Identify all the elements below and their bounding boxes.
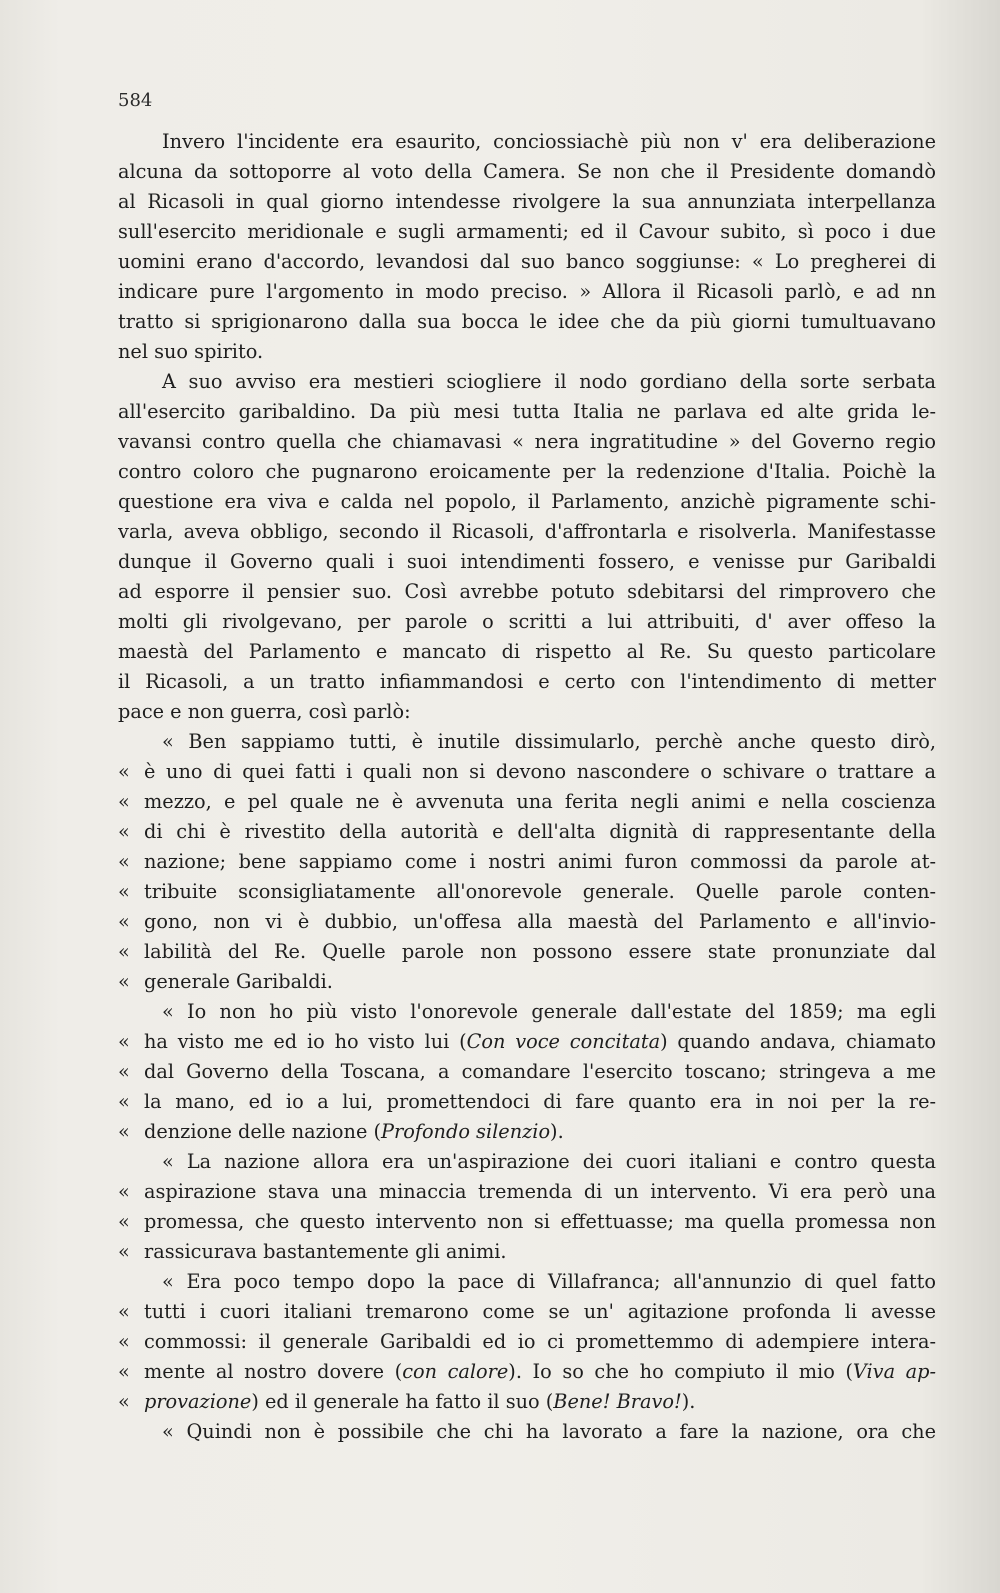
quote-mark: « [118, 1090, 130, 1113]
text-line [118, 157, 936, 187]
text-line [118, 397, 936, 427]
page-number: 584 [118, 90, 153, 111]
text-line [118, 1327, 936, 1357]
quote-mark: « [118, 1120, 130, 1143]
line-text: « Io non ho più visto l'onorevole generale dall'estate del 1859; ma egli [162, 1000, 936, 1023]
line-text: all'esercito garibaldino. Da più mesi tutta Italia ne parlava ed alte grida le- [118, 400, 936, 423]
italic-text: provazione [144, 1390, 252, 1413]
line-text: pace e non guerra, così parlò: [118, 700, 411, 723]
quote-mark: « [118, 1300, 130, 1323]
line-text: ha visto me ed io ho visto lui ( [144, 1030, 467, 1053]
line-text: A suo avviso era mestieri sciogliere il nodo gordiano della sorte serbata [162, 370, 936, 393]
text-line [118, 517, 936, 547]
text-line [118, 427, 936, 457]
line-text: « Era poco tempo dopo la pace di Villafranca; all'annunzio di quel fatto [162, 1270, 936, 1293]
italic-text: Con voce concitata [466, 1030, 661, 1053]
text-line [118, 277, 936, 307]
line-text: indicare pure l'argomento in modo preciso. » Allora il Ricasoli parlò, e ad nn [118, 280, 936, 303]
text-line [118, 547, 936, 577]
quote-mark: « [118, 910, 130, 933]
text-line [118, 1357, 936, 1387]
text-line [118, 1087, 936, 1117]
quote-mark: « [118, 1360, 130, 1383]
quote-mark: « [118, 820, 130, 843]
italic-text: con calore [402, 1360, 509, 1383]
text-line [118, 1267, 936, 1297]
line-text: maestà del Parlamento e mancato di rispetto al Re. Su questo particolare [118, 640, 936, 663]
line-text: dal Governo della Toscana, a comandare l'esercito toscano; stringeva a me [144, 1060, 936, 1083]
line-text: dunque il Governo quali i suoi intendimenti fossero, e venisse pur Garibaldi [118, 550, 936, 573]
quote-mark: « [118, 1030, 130, 1053]
text-line [118, 457, 936, 487]
line-text: molti gli rivolgevano, per parole o scritti a lui attribuiti, d' aver offeso la [118, 610, 936, 633]
text-line [118, 1297, 936, 1327]
text-line [118, 697, 936, 727]
quote-mark: « [118, 760, 130, 783]
line-text: promessa, che questo intervento non si effettuasse; ma quella promessa non [144, 1210, 936, 1233]
line-text: labilità del Re. Quelle parole non possono essere state pronunziate dal [144, 940, 936, 963]
text-line [118, 367, 936, 397]
text-line [118, 637, 936, 667]
text-line [118, 727, 936, 757]
line-text: « Quindi non è possibile che chi ha lavorato a fare la nazione, ora che [162, 1420, 936, 1443]
text-line [118, 937, 936, 967]
text-line [118, 997, 936, 1027]
quote-mark: « [118, 1060, 130, 1083]
text-line [118, 1417, 936, 1447]
text-line [118, 1387, 936, 1417]
line-text: nazione; bene sappiamo come i nostri animi furon commossi da parole at- [144, 850, 936, 873]
line-text: vavansi contro quella che chiamavasi « nera ingratitudine » del Governo regio [118, 430, 936, 453]
line-text: ). Io so che ho compiuto il mio ( [508, 1360, 853, 1383]
line-text: mente al nostro dovere ( [144, 1360, 403, 1383]
line-text: uomini erano d'accordo, levandosi dal suo banco soggiunse: « Lo pregherei di [118, 250, 936, 273]
quote-mark: « [118, 940, 130, 963]
quote-mark: « [118, 970, 130, 993]
line-text: ). [681, 1390, 696, 1413]
line-text: tribuite sconsigliatamente all'onorevole generale. Quelle parole conten- [144, 880, 936, 903]
text-line [118, 247, 936, 277]
italic-text: Bene! Bravo! [553, 1390, 682, 1413]
text-line [118, 667, 936, 697]
text-line [118, 1177, 936, 1207]
line-text: ) ed il generale ha fatto il suo ( [251, 1390, 554, 1413]
line-text: ad esporre il pensier suo. Così avrebbe potuto sdebitarsi del rimprovero che [118, 580, 936, 603]
text-line [118, 967, 936, 997]
italic-text: Profondo silenzio [381, 1120, 551, 1143]
line-text: tutti i cuori italiani tremarono come se un' agitazione profonda li avesse [144, 1300, 936, 1323]
text-line [118, 817, 936, 847]
text-line [118, 1237, 936, 1267]
text-line [118, 877, 936, 907]
text-line [118, 1117, 936, 1147]
line-text: di chi è rivestito della autorità e dell'alta dignità di rappresentante della [144, 820, 936, 843]
line-text: questione era viva e calda nel popolo, il Parlamento, anzichè pigramente schi- [118, 490, 936, 513]
line-text: alcuna da sottoporre al voto della Camera. Se non che il Presidente domandò [118, 160, 936, 183]
line-text: al Ricasoli in qual giorno intendesse rivolgere la sua annunziata interpellanza [118, 190, 936, 213]
text-line [118, 307, 936, 337]
line-text: mezzo, e pel quale ne è avvenuta una ferita negli animi e nella coscienza [144, 790, 936, 813]
quote-mark: « [118, 1210, 130, 1233]
line-text: denzione delle nazione ( [144, 1120, 382, 1143]
line-text: generale Garibaldi. [144, 970, 333, 993]
text-line [118, 1057, 936, 1087]
line-text: varla, aveva obbligo, secondo il Ricasoli, d'affrontarla e risolverla. Manifestasse [118, 520, 936, 543]
text-line [118, 187, 936, 217]
text-line [118, 1147, 936, 1177]
line-text: gono, non vi è dubbio, un'offesa alla maestà del Parlamento e all'invio- [144, 910, 936, 933]
quote-mark: « [118, 1180, 130, 1203]
line-text: la mano, ed io a lui, promettendoci di fare quanto era in noi per la re- [144, 1090, 936, 1113]
line-text: tratto si sprigionarono dalla sua bocca le idee che da più giorni tumultuavano [118, 310, 936, 333]
text-line [118, 907, 936, 937]
quote-mark: « [118, 850, 130, 873]
line-text: commossi: il generale Garibaldi ed io ci promettemmo di adempiere intera- [144, 1330, 936, 1353]
line-text: Invero l'incidente era esaurito, conciossiachè più non v' era deliberazione [162, 130, 936, 153]
text-line [118, 577, 936, 607]
text-line [118, 217, 936, 247]
body-text [118, 127, 936, 1447]
line-text: rassicurava bastantemente gli animi. [144, 1240, 507, 1263]
text-line [118, 757, 936, 787]
line-text: ). [550, 1120, 564, 1143]
line-text: « La nazione allora era un'aspirazione dei cuori italiani e contro questa [162, 1150, 936, 1173]
quote-mark: « [118, 790, 130, 813]
line-text: è uno di quei fatti i quali non si devono nascondere o schivare o trattare a [144, 760, 936, 783]
text-line [118, 607, 936, 637]
text-line [118, 787, 936, 817]
quote-mark: « [118, 1240, 130, 1263]
text-line [118, 847, 936, 877]
text-line [118, 337, 936, 367]
text-line [118, 1027, 936, 1057]
line-text: il Ricasoli, a un tratto infiammandosi e certo con l'intendimento di metter [118, 670, 936, 693]
line-text: nel suo spirito. [118, 340, 264, 363]
line-text: sull'esercito meridionale e sugli armamenti; ed il Cavour subito, sì poco i due [118, 220, 936, 243]
italic-text: Viva ap- [852, 1360, 936, 1383]
quote-mark: « [118, 1390, 130, 1413]
quote-mark: « [118, 1330, 130, 1353]
line-text: « Ben sappiamo tutti, è inutile dissimularlo, perchè anche questo dirò, [162, 730, 936, 753]
quote-mark: « [118, 880, 130, 903]
line-text: ) quando andava, chiamato [660, 1030, 936, 1053]
text-line [118, 1207, 936, 1237]
text-line [118, 487, 936, 517]
line-text: aspirazione stava una minaccia tremenda di un intervento. Vi era però una [144, 1180, 936, 1203]
text-line [118, 127, 936, 157]
line-text: contro coloro che pugnarono eroicamente per la redenzione d'Italia. Poichè la [118, 460, 936, 483]
